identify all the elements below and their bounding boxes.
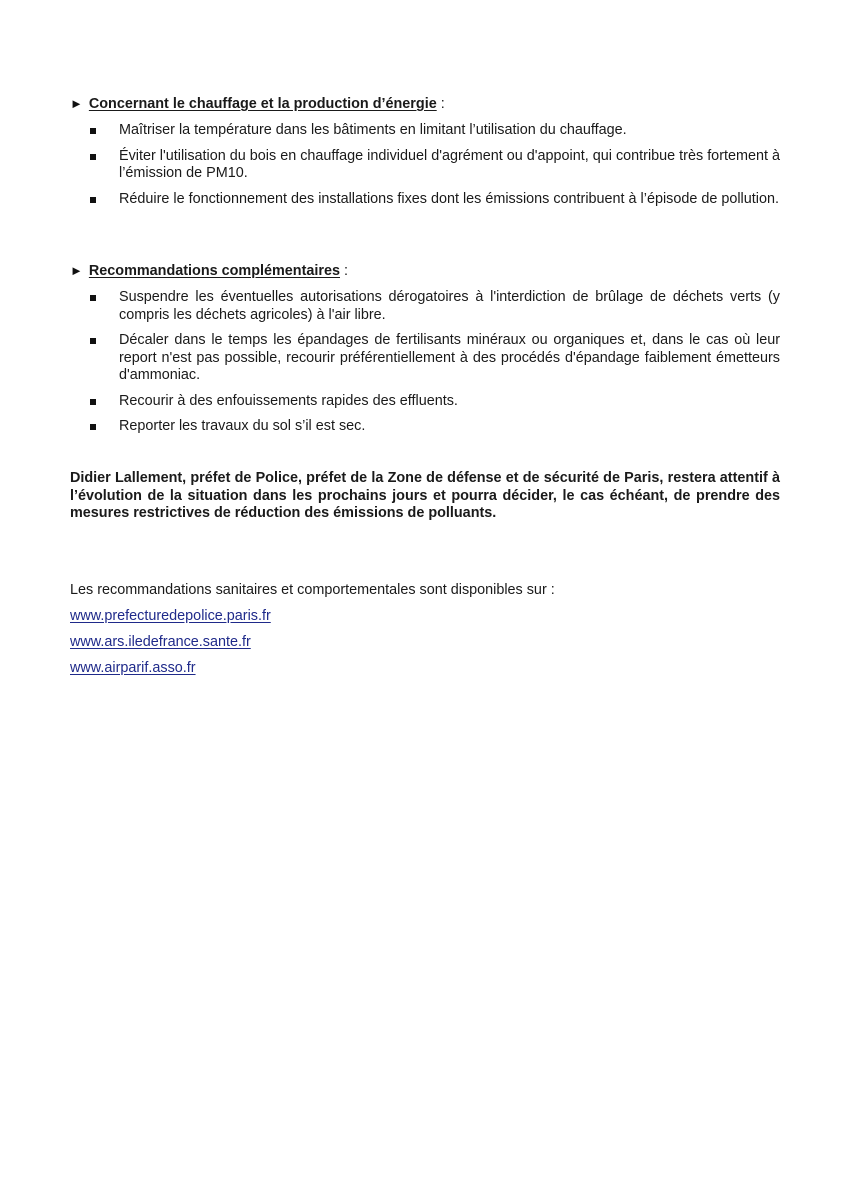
list-item-text: Décaler dans le temps les épandages de fertilisants minéraux ou organiques et, dans le cas où leur report n'est pas possible, recourir préférentiellement à des procédés d'épandage faiblement émetteurs d'ammoniac. (119, 332, 780, 383)
square-bullet-icon (90, 197, 96, 203)
recommendations-section-heading (70, 262, 780, 280)
list-item-text: Recourir à des enfouissements rapides des effluents. (119, 392, 458, 409)
link-airparif[interactable]: www.airparif.asso.fr (70, 660, 196, 676)
heading-colon: : (344, 263, 348, 279)
arrow-right-icon: ► (70, 263, 83, 278)
square-bullet-icon (90, 338, 96, 344)
list-item-text: Éviter l'utilisation du bois en chauffage individuel d'agrément ou d'appoint, qui contribue très fortement à l’émission de PM10. (119, 147, 780, 181)
link-ars-iledefrance[interactable]: www.ars.iledefrance.sante.fr (70, 634, 251, 650)
square-bullet-icon (90, 424, 96, 430)
heating-list (70, 122, 780, 208)
list-item (70, 393, 780, 411)
heading-colon: : (440, 96, 445, 112)
heating-section-heading (70, 95, 780, 113)
list-item (70, 418, 780, 436)
closing-statement: Didier Lallement, préfet de Police, préfet de la Zone de défense et de sécurité de Paris, restera attentif à l’évolution de la situation dans les prochains jours et pourra décider, le cas échéant, de prendre des mesures restrictives de réduction des émissions de polluants. (70, 470, 780, 521)
list-item (70, 122, 780, 140)
recommendations-section (70, 262, 780, 436)
list-item-text: Suspendre les éventuelles autorisations dérogatoires à l'interdiction de brûlage de déchets verts (y compris les déchets agricoles) à l'air libre. (119, 289, 780, 323)
list-item-text: Reporter les travaux du sol s’il est sec. (119, 418, 366, 434)
list-item-text: Réduire le fonctionnement des installations fixes dont les émissions contribuent à l’épisode de pollution. (119, 190, 779, 207)
list-item (70, 191, 780, 209)
square-bullet-icon (90, 399, 96, 405)
heating-section-title: Concernant le chauffage et la production d’énergie (88, 96, 437, 112)
resources-intro: Les recommandations sanitaires et comportementales sont disponibles sur : (70, 582, 555, 598)
list-item (70, 332, 780, 385)
square-bullet-icon (90, 295, 96, 301)
recommendations-list (70, 289, 780, 436)
list-item (70, 289, 780, 324)
square-bullet-icon (90, 128, 96, 134)
link-prefecture-police[interactable]: www.prefecturedepolice.paris.fr (70, 608, 271, 624)
arrow-right-icon: ► (70, 96, 83, 111)
square-bullet-icon (90, 154, 96, 160)
list-item (70, 148, 780, 183)
list-item-text: Maîtriser la température dans les bâtiments en limitant l’utilisation du chauffage. (119, 122, 627, 138)
heating-section (70, 95, 780, 208)
recommendations-section-title: Recommandations complémentaires (88, 263, 340, 279)
